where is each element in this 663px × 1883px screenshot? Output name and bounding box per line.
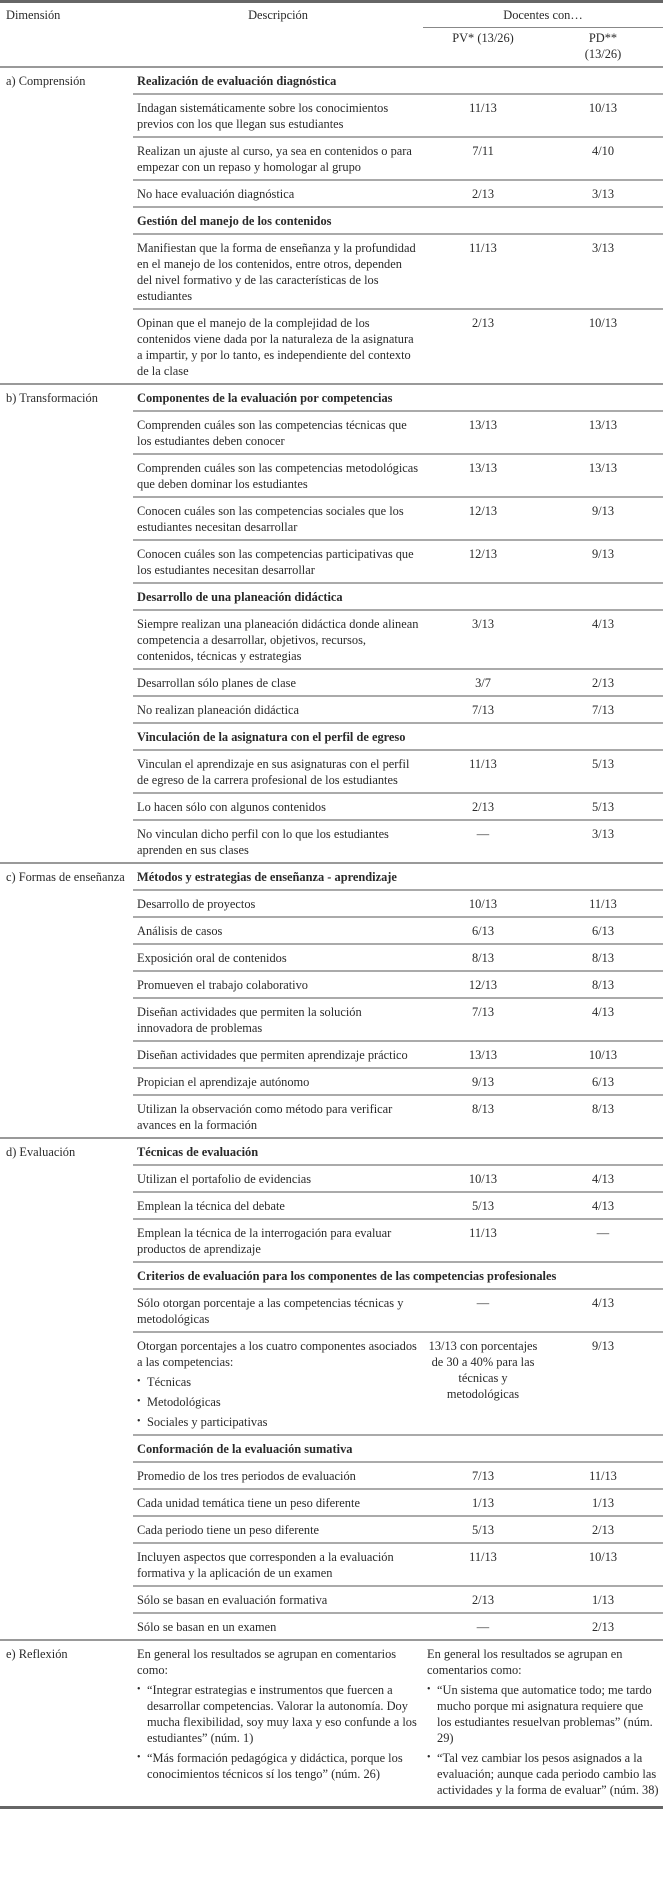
reflection-pd-cell xyxy=(423,1640,663,1808)
dimension-cell xyxy=(0,1516,133,1543)
pv-value: 6/13 xyxy=(423,917,543,944)
table-row xyxy=(0,1489,663,1516)
description-cell xyxy=(133,1543,423,1586)
dimension-cell xyxy=(0,723,133,750)
table-row xyxy=(0,1068,663,1095)
description-text: Comprenden cuáles son las competencias metodológicas que deben dominar los estudiantes xyxy=(137,461,419,491)
table-row xyxy=(0,309,663,384)
pd-value: 5/13 xyxy=(543,793,663,820)
description-text: Cada periodo tiene un peso diferente xyxy=(137,1523,320,1537)
dimension-cell xyxy=(0,750,133,793)
pv-value: 8/13 xyxy=(423,944,543,971)
pd-value: 4/13 xyxy=(543,1192,663,1219)
description-text: Utilizan la observación como método para verificar avances en la formación xyxy=(137,1102,393,1132)
table-row xyxy=(0,497,663,540)
pv-value: 7/13 xyxy=(423,1462,543,1489)
dimension-cell xyxy=(0,1613,133,1640)
pd-value: 4/13 xyxy=(543,610,663,669)
table-row xyxy=(0,971,663,998)
subsection-heading: Criterios de evaluación para los componentes de las competencias profesionales xyxy=(133,1262,663,1289)
description-cell xyxy=(133,1613,423,1640)
dimension-cell xyxy=(0,94,133,137)
reflection-row xyxy=(0,1640,663,1808)
description-cell xyxy=(133,1095,423,1138)
description-text: Desarrollan sólo planes de clase xyxy=(137,676,296,690)
description-text: Lo hacen sólo con algunos contenidos xyxy=(137,800,326,814)
dimension-cell xyxy=(0,583,133,610)
description-cell xyxy=(133,309,423,384)
pd-value: 9/13 xyxy=(543,497,663,540)
description-cell xyxy=(133,1068,423,1095)
description-text: Conocen cuáles son las competencias participativas que los estudiantes necesitan desarrollar xyxy=(137,547,414,577)
pd-value: 6/13 xyxy=(543,1068,663,1095)
dimension-cell xyxy=(0,1462,133,1489)
description-text: Opinan que el manejo de la complejidad de los contenidos viene dada por la naturaleza de la asignatura a impartir, y por lo tanto, es independiente del contexto de la clase xyxy=(137,316,414,378)
dimension-cell xyxy=(0,207,133,234)
description-cell xyxy=(133,944,423,971)
pv-value: 13/13 xyxy=(423,454,543,497)
dimension-cell xyxy=(0,454,133,497)
pv-value: 3/7 xyxy=(423,669,543,696)
pv-value: 11/13 xyxy=(423,1219,543,1262)
dimension-cell xyxy=(0,669,133,696)
header-dimension: Dimensión xyxy=(6,8,61,22)
description-cell xyxy=(133,137,423,180)
section-heading-row xyxy=(0,1262,663,1289)
description-text: Manifiestan que la forma de enseñanza y la profundidad en el manejo de los contenidos, entre otros, dependen del nivel formativo y de las características de los estudiantes xyxy=(137,241,416,303)
dimension-cell xyxy=(0,1041,133,1068)
pd-value: 3/13 xyxy=(543,180,663,207)
description-cell xyxy=(133,1489,423,1516)
bullet-list xyxy=(137,1374,419,1430)
pd-value: 5/13 xyxy=(543,750,663,793)
description-cell xyxy=(133,497,423,540)
description-cell xyxy=(133,917,423,944)
table-row xyxy=(0,890,663,917)
pd-value: 10/13 xyxy=(543,1543,663,1586)
quote-list xyxy=(137,1682,419,1782)
description-text: Incluyen aspectos que corresponden a la evaluación formativa y la aplicación de un examen xyxy=(137,1550,394,1580)
pv-value: — xyxy=(423,1289,543,1332)
description-cell xyxy=(133,1165,423,1192)
section-heading-row xyxy=(0,1138,663,1165)
dimension-cell xyxy=(0,1289,133,1332)
description-cell xyxy=(133,540,423,583)
description-cell xyxy=(133,610,423,669)
table-row xyxy=(0,1289,663,1332)
section-heading-row xyxy=(0,67,663,94)
subsection-heading: Componentes de la evaluación por competencias xyxy=(133,384,663,411)
description-cell xyxy=(133,1219,423,1262)
dimension-cell xyxy=(0,1068,133,1095)
table-row xyxy=(0,234,663,309)
table-row xyxy=(0,669,663,696)
description-cell xyxy=(133,1462,423,1489)
header-group: Docentes con… xyxy=(423,2,663,28)
description-text: Exposición oral de contenidos xyxy=(137,951,287,965)
dimension-cell xyxy=(0,820,133,863)
pv-value: 7/13 xyxy=(423,696,543,723)
table-row xyxy=(0,540,663,583)
table-row xyxy=(0,917,663,944)
description-cell xyxy=(133,750,423,793)
pd-value: 10/13 xyxy=(543,309,663,384)
description-text: Análisis de casos xyxy=(137,924,223,938)
quote-item: • “Un sistema que automatice todo; me tardo mucho porque mi asignatura requiere que los estudiantes resuelvan problemas” (núm. 29) xyxy=(427,1682,659,1746)
pd-value: 2/13 xyxy=(543,1516,663,1543)
pd-value: — xyxy=(543,1219,663,1262)
table-row xyxy=(0,793,663,820)
quote-item: • “Más formación pedagógica y didáctica, porque los conocimientos técnicos sí los tengo” (núm. 26) xyxy=(137,1750,419,1782)
pv-value: 5/13 xyxy=(423,1192,543,1219)
pv-value: — xyxy=(423,820,543,863)
dimension-cell xyxy=(0,180,133,207)
description-text: Conocen cuáles son las competencias sociales que los estudiantes necesitan desarrollar xyxy=(137,504,404,534)
description-cell xyxy=(133,971,423,998)
table-row xyxy=(0,1462,663,1489)
pd-value: 2/13 xyxy=(543,1613,663,1640)
table-row xyxy=(0,1543,663,1586)
description-text: Realizan un ajuste al curso, ya sea en contenidos o para empezar con un repaso y homologar al grupo xyxy=(137,144,412,174)
table-row xyxy=(0,1586,663,1613)
quote-item: • “Tal vez cambiar los pesos asignados a la evaluación; aunque cada periodo cambio las actividades y la forma de evaluar” (núm. 38) xyxy=(427,1750,659,1798)
pv-value: 3/13 xyxy=(423,610,543,669)
pd-value: 9/13 xyxy=(543,540,663,583)
description-text: Otorgan porcentajes a los cuatro componentes asociados a las competencias: xyxy=(137,1339,417,1369)
dimension-cell xyxy=(0,971,133,998)
dimension-cell xyxy=(0,1262,133,1289)
pv-value: 1/13 xyxy=(423,1489,543,1516)
description-text: Sólo otorgan porcentaje a las competencias técnicas y metodológicas xyxy=(137,1296,404,1326)
header-pv: PV* (13/26) xyxy=(452,31,514,45)
pv-value: 8/13 xyxy=(423,1095,543,1138)
description-cell xyxy=(133,180,423,207)
pd-value: 7/13 xyxy=(543,696,663,723)
description-cell xyxy=(133,1289,423,1332)
description-cell xyxy=(133,234,423,309)
dimension-cell: d) Evaluación xyxy=(0,1138,133,1165)
description-text: Propician el aprendizaje autónomo xyxy=(137,1075,310,1089)
table-row xyxy=(0,1219,663,1262)
header-pd-line2: (13/26) xyxy=(584,47,622,61)
description-text: Vinculan el aprendizaje en sus asignaturas con el perfil de egreso de la carrera profesional de los estudiantes xyxy=(137,757,410,787)
table-row xyxy=(0,750,663,793)
dimension-cell xyxy=(0,1095,133,1138)
subsection-heading: Desarrollo de una planeación didáctica xyxy=(133,583,663,610)
subsection-heading: Conformación de la evaluación sumativa xyxy=(133,1435,663,1462)
header-pd-line1: PD** xyxy=(588,31,618,45)
description-text: Cada unidad temática tiene un peso diferente xyxy=(137,1496,360,1510)
pd-value: 1/13 xyxy=(543,1489,663,1516)
table-row xyxy=(0,1095,663,1138)
table-row xyxy=(0,820,663,863)
table-row xyxy=(0,94,663,137)
description-cell xyxy=(133,793,423,820)
dimension-cell xyxy=(0,234,133,309)
description-text: Indagan sistemáticamente sobre los conocimientos previos con los que llegan sus estudiantes xyxy=(137,101,389,131)
subsection-heading: Realización de evaluación diagnóstica xyxy=(133,67,663,94)
pd-value: 1/13 xyxy=(543,1586,663,1613)
pv-value: 5/13 xyxy=(423,1516,543,1543)
pd-value: 6/13 xyxy=(543,917,663,944)
dimension-cell xyxy=(0,944,133,971)
bullet-item: • Metodológicas xyxy=(137,1394,419,1410)
description-cell xyxy=(133,94,423,137)
description-cell xyxy=(133,1516,423,1543)
table-body xyxy=(0,67,663,1808)
pv-value: 7/11 xyxy=(423,137,543,180)
pd-value: 11/13 xyxy=(543,1462,663,1489)
table-row xyxy=(0,137,663,180)
bullet-item: • Sociales y participativas xyxy=(137,1414,419,1430)
description-cell xyxy=(133,696,423,723)
section-heading-row xyxy=(0,1435,663,1462)
pd-value: 2/13 xyxy=(543,669,663,696)
description-text: Sólo se basan en evaluación formativa xyxy=(137,1593,328,1607)
dimension-cell xyxy=(0,998,133,1041)
pd-value: 3/13 xyxy=(543,234,663,309)
description-text: No realizan planeación didáctica xyxy=(137,703,300,717)
pv-value: 12/13 xyxy=(423,540,543,583)
table-row xyxy=(0,1041,663,1068)
description-text: Promedio de los tres periodos de evaluación xyxy=(137,1469,356,1483)
description-cell xyxy=(133,454,423,497)
section-heading-row xyxy=(0,863,663,890)
reflection-pv-cell xyxy=(133,1640,423,1808)
table-row xyxy=(0,411,663,454)
description-cell xyxy=(133,820,423,863)
pv-value: 2/13 xyxy=(423,793,543,820)
pv-value: 2/13 xyxy=(423,1586,543,1613)
description-text: No hace evaluación diagnóstica xyxy=(137,187,295,201)
dimension-cell xyxy=(0,1543,133,1586)
section-heading-row xyxy=(0,207,663,234)
table-row xyxy=(0,610,663,669)
reflection-intro: En general los resultados se agrupan en comentarios como: xyxy=(137,1647,397,1677)
header-pd xyxy=(543,28,663,68)
pv-value: 13/13 xyxy=(423,1041,543,1068)
pv-value: 11/13 xyxy=(423,1543,543,1586)
pv-value: 13/13 con porcentajes de 30 a 40% para las técnicas y metodológicas xyxy=(423,1332,543,1435)
dimension-cell xyxy=(0,1435,133,1462)
pd-value: 4/13 xyxy=(543,1165,663,1192)
description-text: Desarrollo de proyectos xyxy=(137,897,256,911)
description-text: Emplean la técnica del debate xyxy=(137,1199,285,1213)
header-description: Descripción xyxy=(248,8,308,22)
dimension-cell: b) Transformación xyxy=(0,384,133,411)
description-text: Diseñan actividades que permiten aprendizaje práctico xyxy=(137,1048,408,1062)
table-row xyxy=(0,1165,663,1192)
pv-value: 2/13 xyxy=(423,309,543,384)
dimension-cell xyxy=(0,1586,133,1613)
table-row xyxy=(0,180,663,207)
pd-value: 8/13 xyxy=(543,971,663,998)
description-text: Siempre realizan una planeación didáctica donde alinean competencia a desarrollar, objetivos, recursos, contenidos, técnicas y estrategias xyxy=(137,617,419,663)
dimension-cell xyxy=(0,696,133,723)
pv-value: 9/13 xyxy=(423,1068,543,1095)
pd-value: 13/13 xyxy=(543,454,663,497)
pv-value: 10/13 xyxy=(423,890,543,917)
pd-value: 4/13 xyxy=(543,998,663,1041)
dimension-cell: c) Formas de enseñanza xyxy=(0,863,133,890)
description-cell xyxy=(133,1041,423,1068)
pv-value: 12/13 xyxy=(423,497,543,540)
dimension-cell xyxy=(0,1489,133,1516)
pv-value: 13/13 xyxy=(423,411,543,454)
dimension-cell xyxy=(0,890,133,917)
description-cell xyxy=(133,1332,423,1435)
section-heading-row xyxy=(0,723,663,750)
pd-value: 13/13 xyxy=(543,411,663,454)
table-row xyxy=(0,1613,663,1640)
pv-value: 10/13 xyxy=(423,1165,543,1192)
pd-value: 4/10 xyxy=(543,137,663,180)
pv-value: 11/13 xyxy=(423,750,543,793)
pv-value: 2/13 xyxy=(423,180,543,207)
dimension-cell xyxy=(0,793,133,820)
subsection-heading: Vinculación de la asignatura con el perfil de egreso xyxy=(133,723,663,750)
pd-value: 10/13 xyxy=(543,94,663,137)
subsection-heading: Métodos y estrategias de enseñanza - aprendizaje xyxy=(133,863,663,890)
dimension-cell: a) Comprensión xyxy=(0,67,133,94)
pv-value: 7/13 xyxy=(423,998,543,1041)
description-text: Utilizan el portafolio de evidencias xyxy=(137,1172,312,1186)
description-cell xyxy=(133,1192,423,1219)
pd-value: 4/13 xyxy=(543,1289,663,1332)
table-row xyxy=(0,454,663,497)
description-text: Sólo se basan en un examen xyxy=(137,1620,277,1634)
quote-list xyxy=(427,1682,659,1798)
pd-value: 8/13 xyxy=(543,1095,663,1138)
pv-value: 11/13 xyxy=(423,234,543,309)
dimension-cell xyxy=(0,497,133,540)
pd-value: 8/13 xyxy=(543,944,663,971)
dimension-cell xyxy=(0,1332,133,1435)
description-cell xyxy=(133,669,423,696)
table-row xyxy=(0,696,663,723)
pd-value: 9/13 xyxy=(543,1332,663,1435)
description-text: Diseñan actividades que permiten la solución innovadora de problemas xyxy=(137,1005,362,1035)
description-text: Emplean la técnica de la interrogación para evaluar productos de aprendizaje xyxy=(137,1226,392,1256)
dimension-cell xyxy=(0,1192,133,1219)
pv-value: 12/13 xyxy=(423,971,543,998)
description-cell xyxy=(133,1586,423,1613)
pv-value: 11/13 xyxy=(423,94,543,137)
reflection-intro: En general los resultados se agrupan en comentarios como: xyxy=(427,1647,623,1677)
subsection-heading: Gestión del manejo de los contenidos xyxy=(133,207,663,234)
description-cell xyxy=(133,890,423,917)
description-text: Promueven el trabajo colaborativo xyxy=(137,978,309,992)
bullet-item: • Técnicas xyxy=(137,1374,419,1390)
dimension-cell xyxy=(0,1165,133,1192)
quote-item: • “Integrar estrategias e instrumentos que fuercen a desarrollar competencias. Valorar la autonomía. Doy mucha flexibilidad, soy muy laxa y eso confunde a los estudiantes” (núm. 1) xyxy=(137,1682,419,1746)
description-cell xyxy=(133,998,423,1041)
table-row xyxy=(0,1332,663,1435)
table-row xyxy=(0,998,663,1041)
dimension-cell: e) Reflexión xyxy=(0,1640,133,1808)
section-heading-row xyxy=(0,384,663,411)
pv-value: — xyxy=(423,1613,543,1640)
table-row xyxy=(0,944,663,971)
description-text: Comprenden cuáles son las competencias técnicas que los estudiantes deben conocer xyxy=(137,418,407,448)
dimension-cell xyxy=(0,1219,133,1262)
pd-value: 3/13 xyxy=(543,820,663,863)
subsection-heading: Técnicas de evaluación xyxy=(133,1138,663,1165)
section-heading-row xyxy=(0,583,663,610)
dimension-cell xyxy=(0,411,133,454)
table-row xyxy=(0,1192,663,1219)
dimension-cell xyxy=(0,540,133,583)
dimension-cell xyxy=(0,137,133,180)
dimension-cell xyxy=(0,917,133,944)
description-cell xyxy=(133,411,423,454)
pd-value: 11/13 xyxy=(543,890,663,917)
dimension-cell xyxy=(0,610,133,669)
description-text: No vinculan dicho perfil con lo que los estudiantes aprenden en sus clases xyxy=(137,827,389,857)
pd-value: 10/13 xyxy=(543,1041,663,1068)
dimension-cell xyxy=(0,309,133,384)
table-row xyxy=(0,1516,663,1543)
